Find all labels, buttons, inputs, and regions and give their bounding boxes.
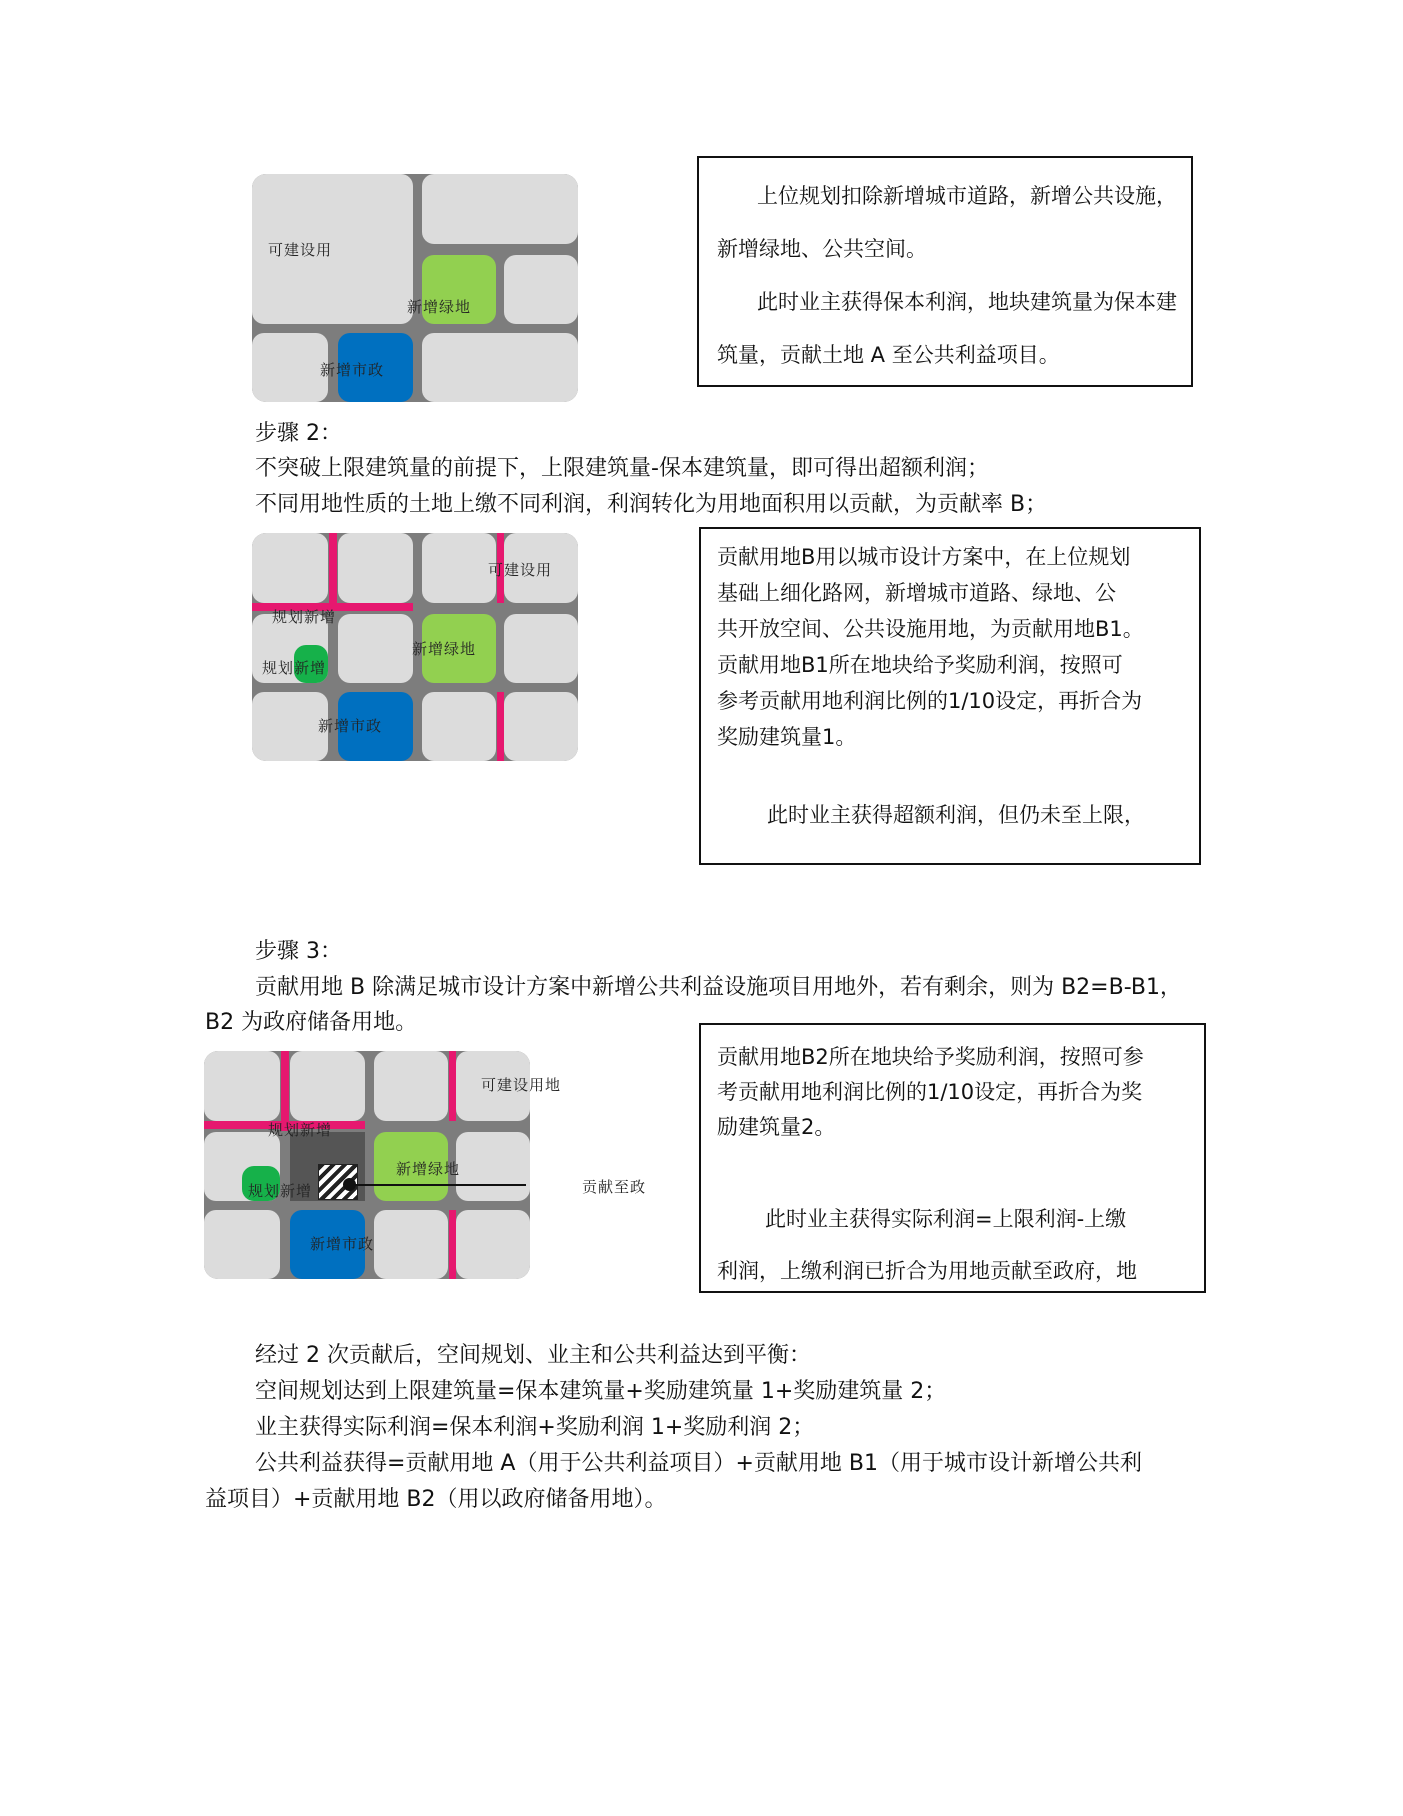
box1-line1: 上位规划扣除新增城市道路，新增公共设施， (757, 184, 1177, 208)
block (252, 333, 328, 402)
block (374, 1051, 448, 1121)
box2-line7: 此时业主获得超额利润，但仍未至上限， (767, 803, 1145, 827)
box2-line5: 参考贡献用地利润比例的1/10设定，再折合为 (717, 689, 1143, 713)
step3-line2: B2 为政府储备用地。 (205, 1010, 418, 1035)
block (204, 1210, 280, 1279)
planned-road (449, 1051, 456, 1121)
label-buildable: 可建设用地 (481, 1076, 562, 1094)
box2-line3: 共开放空间、公共设施用地，为贡献用地B1。 (717, 617, 1144, 641)
label-new-municipal: 新增市政 (310, 1235, 375, 1253)
block (504, 692, 578, 761)
block (252, 533, 328, 603)
text-box-2 (699, 527, 1201, 865)
label-new-municipal: 新增市政 (320, 361, 385, 379)
leader-dot (343, 1178, 356, 1191)
block (338, 533, 413, 603)
label-new-municipal: 新增市政 (318, 717, 383, 735)
label-contribute-to-gov: 贡献至政 (582, 1178, 647, 1196)
label-buildable: 可建设用 (268, 241, 333, 259)
figure-1-plot-diagram (252, 174, 578, 402)
block (204, 1051, 280, 1121)
box1-line2: 新增绿地、公共空间。 (717, 237, 927, 261)
box1-line3: 此时业主获得保本利润，地块建筑量为保本建 (757, 290, 1177, 314)
planned-road (329, 533, 337, 609)
text-box-1 (697, 156, 1193, 387)
box3-line5: 利润，上缴利润已折合为用地贡献至政府，地 (717, 1259, 1137, 1283)
step3-heading: 步骤 3： (255, 939, 342, 964)
step2-line1: 不突破上限建筑量的前提下，上限建筑量-保本建筑量，即可得出超额利润； (255, 456, 989, 481)
label-planned-new: 规划新增 (268, 1121, 333, 1139)
box2-line2: 基础上细化路网，新增城市道路、绿地、公 (717, 581, 1116, 605)
step2-line2: 不同用地性质的土地上缴不同利润，利润转化为用地面积用以贡献，为贡献率 B； (255, 492, 1048, 517)
summary-line5: 益项目）+贡献用地 B2（用以政府储备用地）。 (205, 1487, 667, 1512)
box2-line4: 贡献用地B1所在地块给予奖励利润，按照可 (717, 653, 1123, 677)
summary-line1: 经过 2 次贡献后，空间规划、业主和公共利益达到平衡： (255, 1343, 811, 1368)
block (422, 692, 496, 761)
label-planned-new: 规划新增 (272, 608, 337, 626)
leader-line (350, 1184, 526, 1186)
label-new-green: 新增绿地 (412, 640, 477, 658)
planned-road (449, 1210, 456, 1279)
block (422, 174, 578, 244)
block (252, 692, 328, 761)
label-planned-new: 规划新增 (248, 1182, 313, 1200)
box3-line2: 考贡献用地利润比例的1/10设定，再折合为奖 (717, 1080, 1143, 1104)
box1-line4: 筑量，贡献土地 A 至公共利益项目。 (717, 343, 1060, 367)
block (504, 614, 578, 683)
figure-2-plot-diagram (252, 533, 578, 761)
block (338, 614, 413, 683)
block (456, 1132, 530, 1201)
label-buildable: 可建设用 (488, 561, 553, 579)
block (374, 1210, 448, 1279)
planned-road (497, 692, 504, 761)
summary-line3: 业主获得实际利润=保本利润+奖励利润 1+奖励利润 2； (255, 1415, 815, 1440)
label-new-green: 新增绿地 (407, 298, 472, 316)
step3-line1: 贡献用地 B 除满足城市设计方案中新增公共利益设施项目用地外，若有剩余，则为 B2=B-B1， (255, 975, 1182, 1000)
step2-heading: 步骤 2： (255, 421, 342, 446)
summary-line4: 公共利益获得=贡献用地 A（用于公共利益项目）+贡献用地 B1（用于城市设计新增公共利 (255, 1451, 1142, 1476)
block (422, 533, 496, 603)
box2-line1: 贡献用地B用以城市设计方案中，在上位规划 (717, 545, 1131, 569)
label-new-green: 新增绿地 (396, 1160, 461, 1178)
box2-line6: 奖励建筑量1。 (717, 725, 857, 749)
block (422, 333, 578, 402)
box3-line4: 此时业主获得实际利润=上限利润-上缴 (765, 1207, 1127, 1231)
text-box-3 (699, 1023, 1206, 1293)
summary-line2: 空间规划达到上限建筑量=保本建筑量+奖励建筑量 1+奖励建筑量 2； (255, 1379, 947, 1404)
block (504, 255, 578, 324)
block (290, 1051, 365, 1121)
block (456, 1210, 530, 1279)
label-planned-new: 规划新增 (262, 659, 327, 677)
box3-line1: 贡献用地B2所在地块给予奖励利润，按照可参 (717, 1045, 1144, 1069)
box3-line3: 励建筑量2。 (717, 1115, 836, 1139)
